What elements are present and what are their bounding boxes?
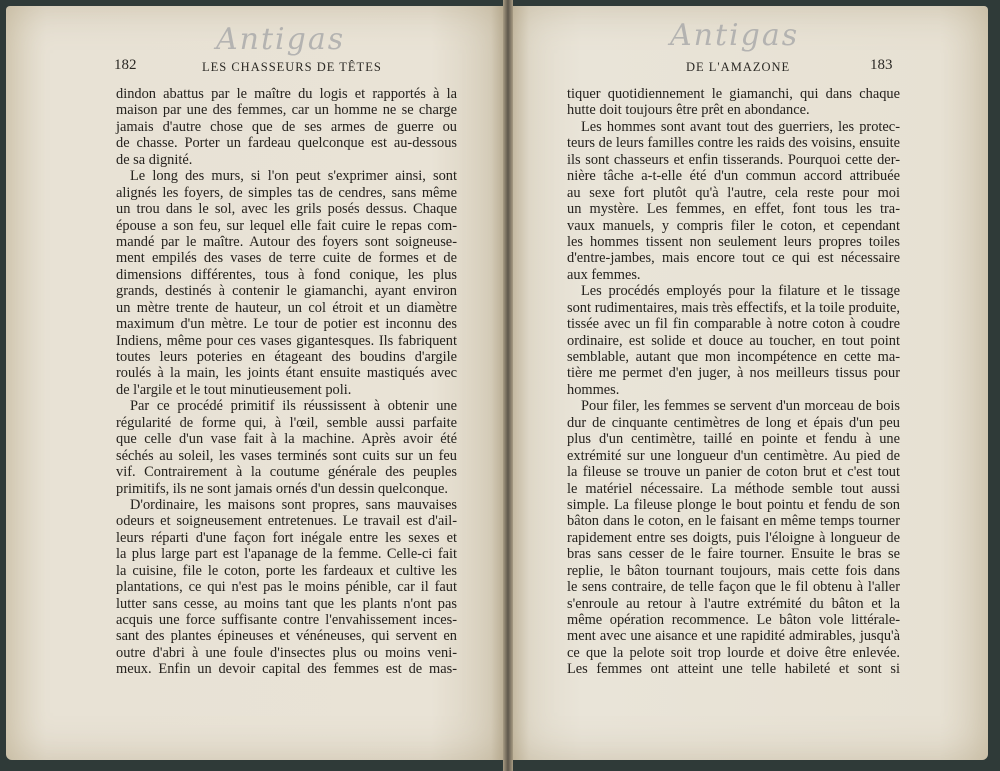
text-line: vaux manuels, y compris filer le coton, et cependant (567, 217, 900, 234)
text-line: que celle d'un vase fait à la machine. Après avoir été (116, 431, 457, 448)
text-line: ment empilés des vases de terre cuite de formes et de (116, 250, 457, 267)
text-line: d'entre-jambes, mais encore tout ce qui est nécessaire (567, 250, 900, 267)
text-line: dur de cinquante centimètres de long et épais d'un peu (567, 414, 900, 431)
text-line: ce que la pelote soit trop lourde et doive être enlevée. (567, 644, 900, 661)
pencil-annotation: Antigas (216, 22, 346, 57)
text-line: la cuisine, file le coton, porte les fardeaux et cultive les (116, 562, 457, 579)
text-line: un mètre trente de hauteur, un col étroit et un diamètre (116, 299, 457, 316)
page-body-text (567, 86, 900, 678)
text-line: rapidement entre ses doigts, puis l'éloigne à longueur de (567, 529, 900, 546)
text-line: mandé par le maître. Autour des foyers sont soigneuse- (116, 233, 457, 250)
text-line: les hommes tissent non seulement leurs propres toiles (567, 233, 900, 250)
text-line: dimensions différentes, tous à fond conique, les plus (116, 266, 457, 283)
left-page (6, 6, 506, 760)
text-line: la fileuse se trouve un panier de coton brut et c'est tout (567, 464, 900, 481)
text-line: simple. La fileuse plonge le bout pointu et fendu de son (567, 496, 900, 513)
text-line: Par ce procédé primitif ils réussissent à obtenir une (130, 398, 457, 415)
text-line: maison par une des femmes, car un homme ne se charge (116, 102, 457, 119)
text-line: bâton dans le coton, en le faisant en même temps tourner (567, 513, 900, 530)
text-line: vif. Contrairement à la coutume générale des peuples (116, 464, 457, 481)
text-line: de l'argile et le tout minutieusement poli. (116, 381, 352, 398)
text-line: Les procédés employés pour la filature et le tissage (581, 283, 900, 300)
text-line: ment avec une aisance et une rapidité admirables, jusqu'à (567, 628, 900, 645)
text-line: bras sans cesser de le faire tourner. Ensuite le bras se (567, 546, 900, 563)
text-line: ordinaire, est solide et douce au toucher, en tout point (567, 332, 900, 349)
running-head: DE L'AMAZONE (686, 60, 791, 74)
text-line: s'enroule au retour à l'autre extrémité du bâton et la (567, 595, 900, 612)
running-head: LES CHASSEURS DE TÊTES (202, 60, 382, 74)
text-line: outre d'abri à une foule d'insectes plus ou moins veni- (116, 644, 457, 661)
text-line: tière me permet d'en juger, à nos meilleurs tissus pour (567, 365, 900, 382)
pencil-annotation: Antigas (670, 18, 800, 53)
text-line: un trou dans le sol, avec les grils posés dessus. Chaque (116, 201, 457, 218)
text-line: hutte doit toujours être prêt en abondance. (567, 102, 810, 119)
text-line: un mystère. Les femmes, en effet, font tous les tra- (567, 201, 900, 218)
text-line: maximum d'un mètre. Le tour de potier est inconnu des (116, 316, 457, 333)
text-line: replie, le bâton tournant toujours, mais cette fois dans (567, 562, 900, 579)
text-line: le sens contraire, de telle façon que le fil obtenu à l'aller (567, 579, 900, 596)
text-line: le matériel nécessaire. La méthode semble tout aussi (567, 480, 900, 497)
text-line: plantations, ce qui n'est pas le moins pénible, car il faut (116, 579, 457, 596)
text-line: même opération recommence. Le bâton vole littérale- (567, 612, 900, 628)
text-line: de sa dignité. (116, 151, 193, 168)
text-line: roulés à la main, les joints étant ensuite mastiqués avec (116, 365, 457, 382)
page-body-text (116, 86, 457, 678)
text-line: leurs réparti d'une façon fort inégale entre les sexes et (116, 529, 457, 546)
text-line: jamais d'autre chose que de ses armes de guerre ou (116, 118, 457, 135)
text-line: ils sont chasseurs et enfin tisserands. Pourquoi cette der- (567, 151, 900, 168)
page-number: 182 (114, 57, 137, 73)
text-line: alignés les foyers, de simples tas de cendres, sans même (116, 184, 457, 201)
text-line: tiquer quotidiennement le giamanchi, qui dans chaque (567, 86, 900, 102)
text-line: lutter sans cesse, au moins tant que les plants n'ont pas (116, 595, 457, 612)
text-line: meux. Enfin un devoir capital des femmes est de mas- (116, 661, 457, 678)
right-page (510, 6, 988, 760)
text-line: épouse a son feu, sur lequel elle fait cuire le repas com- (116, 217, 457, 234)
page-number: 183 (870, 57, 893, 73)
text-line: plus d'un centimètre, taillé en pointe et fendu à une (567, 431, 900, 448)
text-line: D'ordinaire, les maisons sont propres, sans mauvaises (130, 496, 457, 513)
text-line: semblable, autant que mon incompétence en cette ma- (567, 349, 900, 365)
text-line: régularité de forme qui, à l'œil, semble aussi parfaite (116, 414, 457, 431)
text-line: au sexe fort plutôt qu'à l'autre, cela reste pour moi (567, 184, 900, 201)
text-line: la plus large part est l'apanage de la femme. Celle-ci fait (116, 546, 457, 563)
text-line: teurs de leurs familles contre les raids des voisins, ensuite (567, 135, 900, 152)
text-line: Le long des murs, si l'on peut s'exprimer ainsi, sont (130, 168, 457, 185)
text-line: primitifs, ils ne sont jamais ornés d'un dessin quelconque. (116, 480, 448, 497)
text-line: tissée avec un fil fin comparable à notre coton à coudre (567, 316, 900, 333)
text-line: extrémité sur une longueur d'un centimètre. Au pied de (567, 447, 900, 464)
text-line: Les hommes sont avant tout des guerriers, les protec- (581, 118, 900, 135)
book-gutter (503, 0, 513, 771)
text-line: grands, destinés à contenir le giamanchi, ayant environ (116, 283, 457, 300)
text-line: toutes leurs poteries en étageant des boudins d'argile (116, 349, 457, 365)
text-line: sont rudimentaires, mais très effectifs, et la toile produite, (567, 299, 900, 316)
text-line: de chasse. Porter un fardeau quelconque est au-dessous (116, 135, 457, 152)
text-line: Les femmes ont atteint une telle habileté et sont si (567, 661, 900, 678)
text-line: Indiens, même pour ces vases gigantesques. Ils fabriquent (116, 332, 457, 349)
text-line: hommes. (567, 381, 620, 398)
text-line: Pour filer, les femmes se servent d'un morceau de bois (581, 398, 900, 415)
text-line: odeurs et soigneusement entretenues. Le travail est d'ail- (116, 513, 457, 530)
text-line: séchés au soleil, les vases terminés sont cuits sur un feu (116, 447, 457, 464)
text-line: nière tâche a-t-elle été d'un commun accord attribuée (567, 168, 900, 185)
text-line: aux femmes. (567, 266, 641, 283)
text-line: sant des plantes épineuses et vénéneuses, qui servent en (116, 628, 457, 645)
text-line: dindon abattus par le maître du logis et rapportés à la (116, 86, 457, 102)
text-line: acquis une force suffisante contre l'envahissement inces- (116, 612, 457, 628)
